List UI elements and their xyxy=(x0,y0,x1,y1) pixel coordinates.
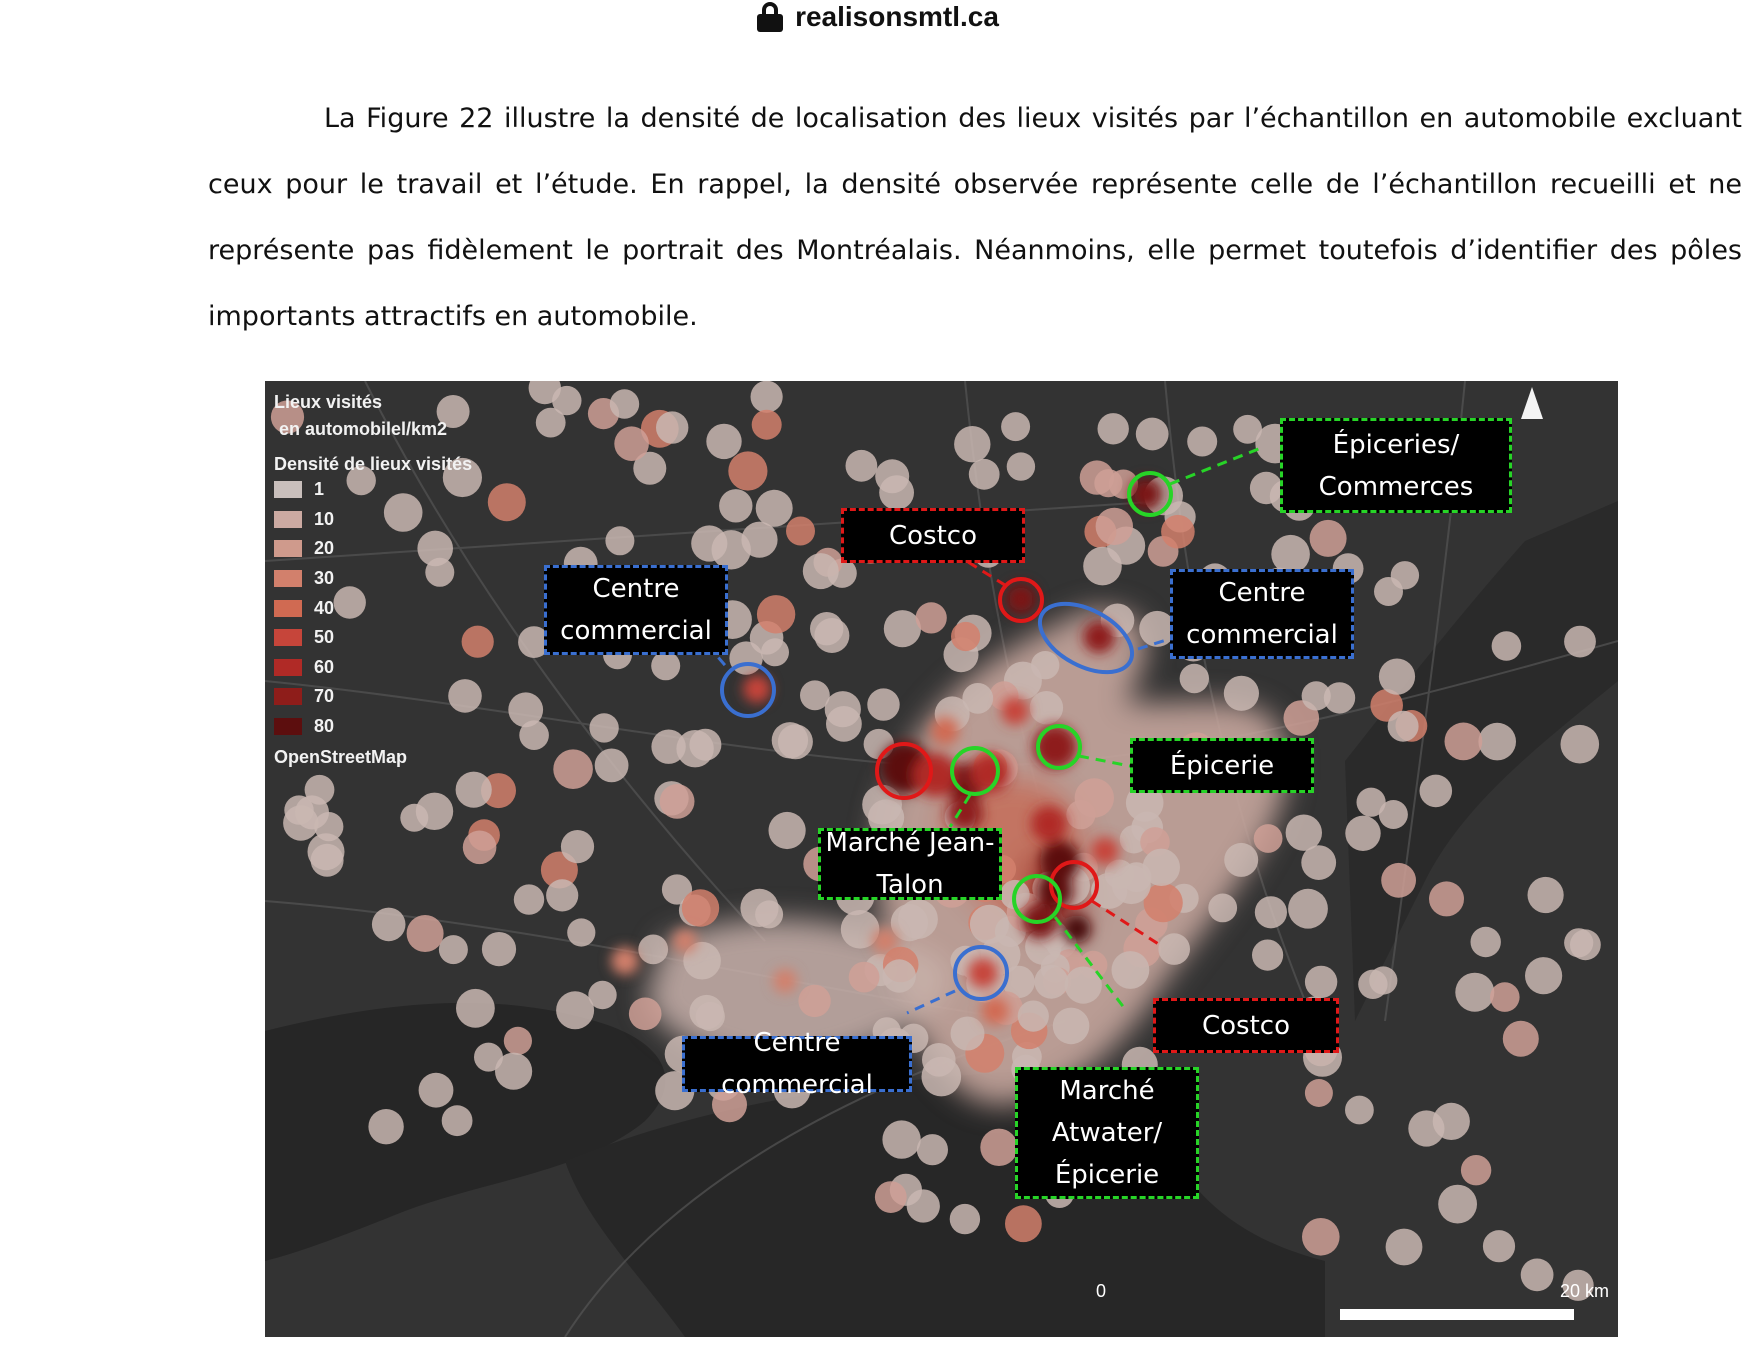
density-cell xyxy=(508,692,543,727)
density-cell xyxy=(1564,928,1593,957)
density-cell xyxy=(1483,1230,1515,1262)
density-cell xyxy=(610,389,639,418)
density-cell xyxy=(1379,659,1415,695)
density-cell xyxy=(589,713,618,742)
density-cell xyxy=(814,618,849,653)
density-cell xyxy=(756,490,793,527)
density-cell xyxy=(706,424,741,459)
label-line: Atwater/ xyxy=(1051,1118,1163,1148)
legend-swatch xyxy=(274,511,302,528)
density-cell xyxy=(1096,508,1133,545)
legend-classes xyxy=(274,475,472,741)
label-line: Centre commercial xyxy=(721,1028,873,1100)
density-cell xyxy=(1254,824,1283,853)
density-cell xyxy=(922,1043,956,1077)
density-cell xyxy=(825,691,861,727)
density-cell xyxy=(651,730,685,764)
density-cell xyxy=(407,915,444,952)
legend-swatch xyxy=(274,600,302,617)
density-cell xyxy=(1018,1001,1049,1032)
label-line: Épicerie xyxy=(1169,750,1275,781)
density-cell xyxy=(1478,723,1516,761)
density-cell xyxy=(752,410,782,440)
legend-swatch xyxy=(274,570,302,587)
density-cell xyxy=(1233,415,1262,444)
density-cell xyxy=(1521,1259,1554,1292)
density-cell xyxy=(950,1204,980,1234)
density-cell xyxy=(474,1043,503,1072)
density-cell xyxy=(1252,940,1283,971)
scale-start-label: 0 xyxy=(1096,1281,1107,1301)
density-cell xyxy=(308,833,345,870)
density-cell xyxy=(456,772,492,808)
density-cell xyxy=(1112,865,1151,904)
density-cell xyxy=(882,1120,920,1158)
label-line: Costco xyxy=(888,520,977,551)
site-domain: realisonsmtl.ca xyxy=(795,1,999,32)
density-cell xyxy=(463,831,497,865)
density-cell xyxy=(368,1109,403,1144)
legend-class-row xyxy=(274,534,472,564)
legend-class-label: 20 xyxy=(314,538,335,559)
legend-class-row xyxy=(274,623,472,653)
north-arrow-icon xyxy=(1521,387,1543,419)
density-cell xyxy=(786,517,815,546)
density-cell xyxy=(1007,452,1035,480)
density-cell xyxy=(561,830,594,863)
label-line: commercial xyxy=(560,616,712,646)
density-cell xyxy=(1187,427,1217,457)
map-legend xyxy=(274,389,472,768)
density-cell xyxy=(1161,515,1195,549)
density-cell xyxy=(883,959,916,992)
density-map xyxy=(265,381,1618,1337)
density-cell xyxy=(552,386,581,415)
density-cell xyxy=(595,749,629,783)
density-cell xyxy=(1136,418,1169,451)
legend-class-label: 30 xyxy=(314,568,335,589)
legend-subtitle: en automobilel/km2 xyxy=(279,419,448,439)
legend-class-label: 40 xyxy=(314,597,335,618)
label-line: Centre xyxy=(1218,578,1306,608)
label-centre-commercial-west xyxy=(544,565,728,655)
legend-class-label: 80 xyxy=(314,716,335,737)
density-cell xyxy=(1305,1079,1333,1107)
density-cell xyxy=(638,935,668,965)
label-line: Commerces xyxy=(1318,471,1474,502)
label-line: Épicerie xyxy=(1054,1160,1160,1190)
density-cell xyxy=(689,729,721,761)
density-cell xyxy=(741,522,777,558)
density-cell xyxy=(969,459,1000,490)
density-cell xyxy=(1255,896,1287,928)
density-cell xyxy=(1180,664,1209,693)
density-cell xyxy=(614,426,649,461)
density-cell xyxy=(1080,460,1114,494)
density-cell xyxy=(556,991,594,1029)
density-cell xyxy=(728,451,767,490)
density-cell xyxy=(488,483,526,521)
density-cell xyxy=(1374,577,1403,606)
legend-swatch xyxy=(274,659,302,676)
label-line: commercial xyxy=(1186,620,1338,650)
density-cell xyxy=(846,450,878,482)
density-cell xyxy=(1001,412,1030,441)
density-cell xyxy=(884,610,921,647)
density-cell xyxy=(400,804,428,832)
density-cell xyxy=(1083,547,1122,586)
density-cell xyxy=(419,1073,454,1108)
legend-swatch xyxy=(274,540,302,557)
density-cell xyxy=(1158,933,1190,965)
density-cell xyxy=(1224,676,1259,711)
density-cell xyxy=(1503,1021,1539,1057)
legend-class-label: 1 xyxy=(314,479,325,500)
density-cell xyxy=(1455,973,1494,1012)
density-cell xyxy=(682,889,719,926)
density-cell xyxy=(514,884,544,914)
density-cell xyxy=(1075,778,1114,817)
legend-class-label: 70 xyxy=(314,686,335,707)
density-cell xyxy=(798,985,830,1017)
label-line: Marché Jean- xyxy=(825,828,995,858)
density-cell xyxy=(691,525,727,561)
density-cell xyxy=(1379,800,1408,829)
label-centre-commercial-east xyxy=(1170,569,1354,659)
density-cell xyxy=(1310,520,1347,557)
density-cell xyxy=(567,918,595,946)
density-cell xyxy=(1208,894,1237,923)
density-cell xyxy=(867,688,899,720)
label-line: Centre xyxy=(592,574,680,604)
density-cell xyxy=(1420,775,1453,808)
legend-class-row xyxy=(274,682,472,712)
legend-class-label: 60 xyxy=(314,656,335,677)
legend-class-row xyxy=(274,475,472,505)
density-cell xyxy=(1250,472,1283,505)
density-cell xyxy=(1386,1229,1423,1266)
legend-swatch xyxy=(274,718,302,735)
density-cell xyxy=(1030,691,1063,724)
density-cell xyxy=(917,1134,948,1165)
body-paragraph xyxy=(208,86,1742,350)
density-cell xyxy=(1490,982,1520,1012)
density-cell xyxy=(769,812,806,849)
density-cell xyxy=(1053,1008,1090,1045)
density-cell xyxy=(1381,863,1416,898)
label-marche-atwater xyxy=(1015,1067,1199,1199)
density-cell xyxy=(651,651,680,680)
density-cell xyxy=(962,683,993,714)
legend-class-row xyxy=(274,712,472,742)
legend-density-title: Densité de lieux visités xyxy=(274,454,473,474)
density-cell xyxy=(456,989,495,1028)
label-line: Talon xyxy=(876,870,944,900)
density-cell xyxy=(605,526,634,555)
density-cell xyxy=(1561,725,1600,764)
density-cell xyxy=(1305,966,1337,998)
density-cell xyxy=(1461,1155,1491,1185)
density-cell xyxy=(439,935,468,964)
density-cell xyxy=(1492,631,1522,661)
label-centre-commercial-south xyxy=(682,1028,912,1100)
density-cell xyxy=(1433,1103,1470,1140)
legend-swatch xyxy=(274,481,302,498)
density-cell xyxy=(305,775,335,805)
lock-icon xyxy=(757,2,783,32)
legend-class-row xyxy=(274,564,472,594)
legend-class-label: 10 xyxy=(314,508,335,529)
density-cell xyxy=(482,932,516,966)
density-cell xyxy=(1224,843,1258,877)
density-cell xyxy=(761,638,789,666)
body-paragraph-text: La Figure 22 illustre la densité de localisation des lieux visités par l’échantillon en automobile excluant ceux pour le travail et l’étude. En rappel, la densité observée représente celle de l’échantillon recueilli et ne représente pas fidèlement le portrait des Montréalais. Néanmoins, elle permet toutefois d’identifier des pôles importants attractifs en automobile. xyxy=(208,103,1742,332)
density-cell xyxy=(1445,723,1483,761)
density-cell xyxy=(1429,881,1464,916)
density-cell xyxy=(553,749,593,789)
density-cell xyxy=(504,1027,532,1055)
density-cell xyxy=(1302,1218,1340,1256)
density-cell xyxy=(751,381,783,413)
label-line: Costco xyxy=(1201,1010,1290,1041)
density-cell xyxy=(1098,413,1129,444)
density-cell xyxy=(546,879,578,911)
density-cell xyxy=(1301,845,1336,880)
density-cell xyxy=(1288,889,1328,929)
density-cell xyxy=(803,553,839,589)
density-cell xyxy=(719,489,752,522)
legend-class-label: 50 xyxy=(314,627,335,648)
density-cell xyxy=(1564,626,1596,658)
label-line: Épiceries/ xyxy=(1332,429,1460,460)
density-cell xyxy=(970,905,1009,944)
label-marche-jean-talon xyxy=(818,828,1002,900)
address-bar[interactable] xyxy=(0,0,1756,34)
density-cell xyxy=(740,889,778,927)
density-cell xyxy=(1358,970,1387,999)
legend-swatch xyxy=(274,629,302,646)
density-cell xyxy=(372,908,406,942)
density-cell xyxy=(656,411,688,443)
density-cell xyxy=(1345,1096,1374,1125)
density-cell xyxy=(1528,877,1564,913)
density-cell xyxy=(907,1189,940,1222)
density-cell xyxy=(1302,681,1331,710)
density-cell xyxy=(875,1181,907,1213)
density-cell xyxy=(916,602,947,633)
density-cell xyxy=(1112,951,1150,989)
density-cell xyxy=(1525,957,1562,994)
label-costco-north xyxy=(841,508,1025,563)
density-cell xyxy=(442,1105,473,1136)
density-cell xyxy=(800,680,830,710)
density-cell xyxy=(772,722,808,758)
density-cell xyxy=(1034,965,1068,999)
density-cell xyxy=(879,475,914,510)
density-cell xyxy=(660,784,695,819)
density-cell xyxy=(629,998,662,1031)
label-epiceries-commerces xyxy=(1280,418,1512,513)
density-cell xyxy=(954,426,990,462)
density-cell xyxy=(1438,1185,1477,1224)
legend-swatch xyxy=(274,688,302,705)
legend-class-row xyxy=(274,653,472,683)
density-cell xyxy=(1388,711,1419,742)
density-cell xyxy=(1031,651,1059,679)
density-cell xyxy=(951,622,980,651)
density-cell xyxy=(1471,927,1501,957)
scale-end-label: 20 km xyxy=(1560,1281,1610,1301)
density-cell xyxy=(980,1129,1017,1166)
density-cell xyxy=(1345,816,1380,851)
label-epicerie-east xyxy=(1130,738,1314,793)
density-cell xyxy=(1005,1205,1042,1242)
density-cell xyxy=(849,962,880,993)
legend-title: Lieux visités xyxy=(274,392,383,412)
scale-bar xyxy=(1340,1309,1574,1320)
label-costco-south xyxy=(1153,998,1339,1053)
density-cell xyxy=(757,595,795,633)
label-line: Marché xyxy=(1059,1076,1155,1106)
legend-class-row xyxy=(274,505,472,535)
density-cell xyxy=(951,1017,985,1051)
legend-class-row xyxy=(274,593,472,623)
legend-source: OpenStreetMap xyxy=(274,747,408,768)
